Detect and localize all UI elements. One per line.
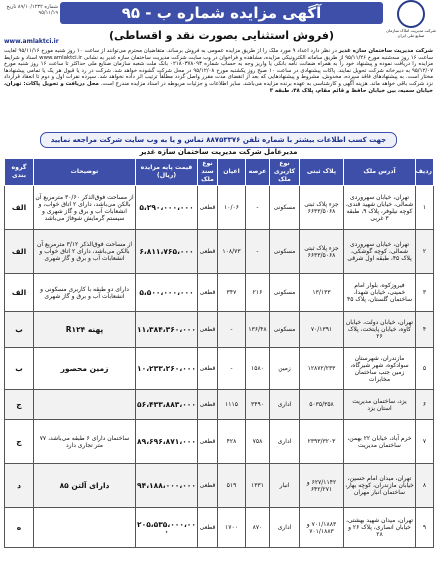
row-group: الف	[5, 186, 34, 230]
table-row	[5, 420, 434, 464]
row-description	[34, 508, 136, 548]
table-row	[5, 508, 434, 548]
row-arse: ۱۳۶/۴۸	[246, 312, 270, 348]
properties-table	[4, 158, 434, 548]
row-address: تهران، میدان امام حسین، خیابان مازندران، کوچه بهار، ساختمان انبار مهران	[344, 464, 416, 508]
header-deed-type: نوع سند ملک	[198, 159, 218, 186]
header-plak: پلاک ثبتی	[300, 159, 344, 186]
notice-body	[4, 48, 433, 136]
row-usage: مسکونی	[270, 312, 300, 348]
logo-emblem-icon	[397, 0, 425, 28]
table-row	[5, 312, 434, 348]
row-plak: ۵۰۳۵/۳۵۸	[300, 390, 344, 420]
row-address: تهران، خیابان سهروردی شمالی، کوچه گوشکی، پلاک ۴۵، طبقه اول شرقی	[344, 230, 416, 274]
row-ayan: ۱۷۰۰	[218, 508, 246, 548]
row-usage: اداری	[270, 508, 300, 548]
row-arse: ۳۴۹۰	[246, 390, 270, 420]
row-price: ۵،۵۰۰،۰۰۰،۰۰۰	[136, 274, 198, 312]
header-address: آدرس ملک	[344, 159, 416, 186]
row-deed: قطعی	[198, 186, 218, 230]
row-ayan: ۴۲۸	[218, 420, 246, 464]
row-price: ۵،۲۹۰،۰۰۰،۰۰۰	[136, 186, 198, 230]
table-row	[5, 186, 434, 230]
logo-caption: شرکت مدیریت املاک سازمان صنایع ملی ایران	[386, 28, 436, 38]
header-ayan: اعیان	[218, 159, 246, 186]
row-description: پهنه R۱۲۴	[34, 312, 136, 348]
table-row	[5, 464, 434, 508]
row-group: الف	[5, 274, 34, 312]
row-description: ساختمان دارای ۶ طبقه می‌باشد، ۷۷ متر تجاری دارد	[34, 420, 136, 464]
row-group: ب	[5, 312, 34, 348]
row-number: ۶	[416, 390, 434, 420]
row-group: ج	[5, 420, 34, 464]
row-deed: قطعی	[198, 274, 218, 312]
row-usage: مسکونی	[270, 274, 300, 312]
company-name: شرکت مدیریت ساختمان سازه غدیر	[338, 48, 433, 54]
table-row	[5, 274, 434, 312]
row-price: ۸۹،۶۹۶،۸۷۱،۰۰۰	[136, 420, 198, 464]
header-base-price: قیمت پایه مزایده (ریال)	[136, 159, 198, 186]
row-price: ۹۴،۱۸۸،۰۰۰،۰۰۰	[136, 464, 198, 508]
row-description: از مساحت فوق‌الذکر ۳/۱۲ مترمربع آن بالکن می‌باشد، دارای ۲ اتاق خواب و انشعابات آب و برق و گاز شهری	[34, 230, 136, 274]
contact-banner: جهت کسب اطلاعات بیشتر با شماره تلفن ۸۸۷۵۳۳۷۶ تماس و یا به وب سایت شرکت مراجعه نمایید	[40, 132, 397, 148]
row-usage: انبار	[270, 464, 300, 508]
table-header-row	[5, 159, 434, 186]
row-address: تهران، خیابان سهروردی شمالی، خیابان شهید قندی، کوچه نیلوفر، پلاک ۹، طبقه ۳ غربی	[344, 186, 416, 230]
row-deed: قطعی	[198, 230, 218, 274]
row-deed: قطعی	[198, 312, 218, 348]
row-number: ۹	[416, 508, 434, 548]
row-usage: اداری	[270, 390, 300, 420]
row-address: خرم آباد، خیابان ۲۲ بهمن، ساختمان مدیریت	[344, 420, 416, 464]
row-group: الف	[5, 230, 34, 274]
header-arse: عرصه	[246, 159, 270, 186]
row-deed: قطعی	[198, 508, 218, 548]
row-ayan: -	[218, 348, 246, 390]
row-usage: مسکونی	[270, 186, 300, 230]
row-deed: قطعی	[198, 464, 218, 508]
row-number: ۸	[416, 464, 434, 508]
row-plak: جزء پلاک ثبتی ۶۶۳۳/۵۰۶۸	[300, 230, 344, 274]
row-deed: قطعی	[198, 390, 218, 420]
row-plak: ۶۲۷/۱۱۴۲ و ۶۴۲/۲۷۱	[300, 464, 344, 508]
row-address: یزد، ساختمان مدیریت استان یزد	[344, 390, 416, 420]
row-number: ۳	[416, 274, 434, 312]
row-description	[34, 390, 136, 420]
row-group: د	[5, 464, 34, 508]
row-description: زمین محصور	[34, 348, 136, 390]
row-number: ۲	[416, 230, 434, 274]
row-address: تهران، خیابان دولت، خیابان کاوه، خیابان پایتخت، پلاک ۲۶	[344, 312, 416, 348]
row-number: ۵	[416, 348, 434, 390]
row-deed: قطعی	[198, 420, 218, 464]
row-arse: ۷۵۸	[246, 420, 270, 464]
company-logo	[385, 0, 437, 48]
notice-title: آگهی مزایده شماره ب - ۹۵	[60, 2, 383, 24]
row-usage: اداری	[270, 420, 300, 464]
row-description: دارای دو طبقه با کاربری مسکونی و انشعابات آب و برق و گاز شهری	[34, 274, 136, 312]
row-ayan: ۱۰/۰۶	[218, 186, 246, 230]
row-ayan: ۳۴۷	[218, 274, 246, 312]
row-plak: ۱۲۸۷۲/۲۳۳	[300, 348, 344, 390]
row-price: ۶،۸۱۱،۷۶۵،۰۰۰	[136, 230, 198, 274]
row-group: ب	[5, 348, 34, 390]
notice-text: در نظر دارد اعداد ۹ مورد ملک را از طریق مزایده عمومی به فروش برساند. متقاضیان محترم می‌توانند از ساعت ۱۰ روز شنبه مورخ ۹۵/۱۱/۱۶ لغایت ساعت ۱۶ روز سه‌شنبه مورخ ۹۵/۱۱/۲۶ از طریق سامانه الکترونیکی مزایده، مشاهده و فراخوان در وب سایت شرکت مدیریت ساختمان سازه غدیر به نشانی www.amlaktci.ir اسناد و شرایط مزایده را دریافت نموده و پیشنهاد خود را به همراه ضمانت نامه بانکی یا واریز وجه به حساب شماره ۰۲۱۸۰۳۷۸۰۹۳ بانک ملت شعبه سازمان صنایع ملی حداکثر تا ساعت ۱۶ روز شنبه مورخ ۹۵/۱۲/۰۷ به دبیرخانه شرکت تحویل نمایند. پاکات پیشنهادی در ساعت ۱۰ صبح روز یکشنبه مورخ ۹۵/۱۲/۰۸ در محل شرکت گشوده خواهد شد. شرکت در رد یا قبول هر یک یا تمامی پیشنهادها مختار است. به پیشنهادهای فاقد سپرده، مخدوش، مشروط و پیشنهادهایی که بعد از انقضای مدت مقرر واصل گردد مطلقاً ترتیب اثر داده نخواهد شد. سپرده نفرات اول و دوم تا انعقاد قرارداد نزد شرکت باقی خواهد ماند. هزینه آگهی و کارشناسی به عهده برنده مزایده می‌باشد. سایر اطلاعات و جزئیات مربوطه در اسناد مزایده مندرج است.	[4, 48, 433, 87]
row-plak: ۷۰۱/۱۸۸۳ و ۷۰۱/۱۸۸۳	[300, 508, 344, 548]
header-description: توضیحات	[34, 159, 136, 186]
row-number: ۱	[416, 186, 434, 230]
row-plak: ۲۳۹۳/۳۲۰۳	[300, 420, 344, 464]
website-link[interactable]: www.amlaktci.ir	[4, 38, 59, 45]
notice-subtitle: (فروش استثنایی بصورت نقد و اقساطی)	[109, 29, 334, 42]
row-arse: ۱۵۸۰	[246, 348, 270, 390]
row-usage: مسکونی	[270, 230, 300, 274]
management-signature: مدیرعامل شرکت مدیریت ساختمان سازه غدیر	[139, 148, 298, 156]
table-row	[5, 348, 434, 390]
row-address: تهران، میدان شهید بهشتی، خیابان انصاری، پلاک ۲۶ و ۲۸	[344, 508, 416, 548]
row-description: از مساحت فوق‌الذکر ۳۰/۶۰ مترمربع آن بالکن می‌باشد، دارای ۲ اتاق خواب، و انشعابات آب و برق و گاز شهری و سیستم گرمایش شوفاژ می‌باشد	[34, 186, 136, 230]
notice-address: محل دریافت و تحویل پاکات: تهران، خیابان سمیه، بین خیابان حافظ و قائم مقام، پلاک ۴۸، طبقه ۳	[4, 80, 433, 94]
table-row	[5, 230, 434, 274]
row-usage: زمین	[270, 348, 300, 390]
row-price: ۱۰،۲۳۳،۲۶۰،۰۰۰	[136, 348, 198, 390]
row-group: ج	[5, 390, 34, 420]
row-description: دارای آلتن ۸۵	[34, 464, 136, 508]
row-plak: ۷۰/۱۳۹۱	[300, 312, 344, 348]
row-plak: جزء پلاک ثبتی ۶۶۳۳/۵۰۶۸	[300, 186, 344, 230]
row-address: فیروزکوه، بلوار امام خمینی، خیابان شهدا، ساختمان گلستان، پلاک ۴۵	[344, 274, 416, 312]
row-ayan: -	[218, 312, 246, 348]
row-number: ۴	[416, 312, 434, 348]
row-deed: قطعی	[198, 348, 218, 390]
row-number: ۷	[416, 420, 434, 464]
row-price: ۱۱،۳۸۴،۳۶۰،۰۰۰	[136, 312, 198, 348]
header-row-number: ردیف	[416, 159, 434, 186]
row-address: مازندران، شهرستان سوادکوه، شهر شیرگاه، زمین جنب ساختمان مخابرات	[344, 348, 416, 390]
notice-reference: شماره ۸۹/۱۰/۱۲۳۲ تاریخ ۹۵/۱۱/۱۹	[6, 4, 58, 16]
header-group: گروه بندی	[5, 159, 34, 186]
row-arse: -	[246, 230, 270, 274]
row-ayan: ۱۱۱۵	[218, 390, 246, 420]
row-group: ه	[5, 508, 34, 548]
row-ayan: ۵۱۹	[218, 464, 246, 508]
table-row	[5, 390, 434, 420]
row-plak: ۱۳/۱۳۳	[300, 274, 344, 312]
row-arse: -	[246, 186, 270, 230]
header-usage: نوع کاربری ملک	[270, 159, 300, 186]
row-arse: ۸۷۰	[246, 508, 270, 548]
row-price: ۲۰۵،۵۳۵،۰۰۰،۰۰۰	[136, 508, 198, 548]
row-price: ۵۶،۴۳۳،۸۸۳،۰۰۰	[136, 390, 198, 420]
row-arse: ۱۳۳۱	[246, 464, 270, 508]
row-ayan: ۱۰۸/۷۳	[218, 230, 246, 274]
row-arse: ۲۱۶	[246, 274, 270, 312]
